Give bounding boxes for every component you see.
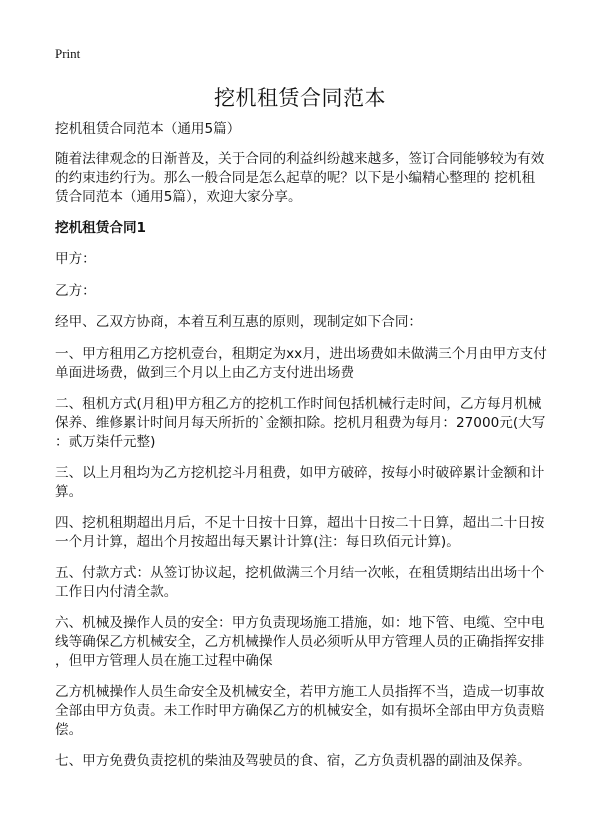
clause-4 [55,514,555,552]
text-line: 工作日内付清全款。 [55,584,178,600]
text-line: 保养、维修累计时间月每天所折的`金额扣除。挖机月租费为每月：27000元(大写 [55,415,546,431]
text-line: 四、挖机租期超出月后，不足十日按十日算，超出十日按二十日算，超出二十日按 [55,515,545,531]
text-line: 线等确保乙方机械安全，乙方机械操作人员必须听从甲方管理人员的正确指挥安排 [55,634,545,650]
text-line: 偿。 [55,722,83,738]
clause-1 [55,345,555,383]
text-line: 乙方机械操作人员生命安全及机械安全，若甲方施工人员指挥不当，造成一切事故 [55,684,545,700]
text-line: ，但甲方管理人员在施工过程中确保 [55,653,273,669]
text-line: ：贰万柒仟元整) [55,434,156,450]
print-link[interactable]: Print [55,46,81,61]
section-heading: 挖机租赁合同1 [55,220,147,236]
clause-6 [55,614,555,671]
clause-7 [55,752,555,771]
clause-5 [55,564,555,602]
text-line: 七、甲方免费负责挖机的柴油及驾驶员的食、宿，乙方负责机器的副油及保养。 [55,753,531,769]
text-line: 一个月计算，超出个月按超出每天累计计算(注：每日玖佰元计算)。 [55,534,460,550]
text-line: 赁合同范本（通用5篇），欢迎大家分享。 [55,189,302,205]
text-line: 全部由甲方负责。未工作时甲方确保乙方的机械安全，如有损坏全部由甲方负责赔 [55,703,545,719]
preamble: 经甲、乙双方协商，本着互利互惠的原则，现制定如下合同： [55,314,423,330]
text-line: 二、租机方式(月租)甲方租乙方的挖机工作时间包括机械行走时间，乙方每月机械 [55,396,542,412]
text-line: 的约束违约行为。那么一般合同是怎么起草的呢？以下是小编精心整理的 挖机租 [55,170,536,186]
clause-2 [55,395,555,452]
text-line: 随着法律观念的日渐普及，关于合同的利益纠纷越来越多，签订合同能够较为有效 [55,151,545,167]
intro-paragraph [55,150,555,207]
page-title: 挖机租赁合同范本 [214,86,386,110]
clause-3 [55,464,555,502]
party-b-label: 乙方： [55,283,96,299]
text-line: 六、机械及操作人员的安全：甲方负责现场施工措施，如：地下管、电缆、空中电 [55,615,545,631]
text-line: 三、以上月租均为乙方挖机挖斗月租费，如甲方破碎，按每小时破碎累计金额和计 [55,465,545,481]
text-line: 单面进场费，做到三个月以上由乙方支付进出场费 [55,365,355,381]
party-a-label: 甲方： [55,251,96,267]
text-line: 一、甲方租用乙方挖机壹台，租期定为xx月，进出场费如未做满三个月由甲方支付 [55,346,547,362]
text-line: 五、付款方式：从签订协议起，挖机做满三个月结一次帐，在租赁期结出出场十个 [55,565,545,581]
text-line: 算。 [55,484,83,500]
clause-6-continued [55,683,555,740]
subtitle: 挖机租赁合同范本（通用5篇） [55,121,241,137]
